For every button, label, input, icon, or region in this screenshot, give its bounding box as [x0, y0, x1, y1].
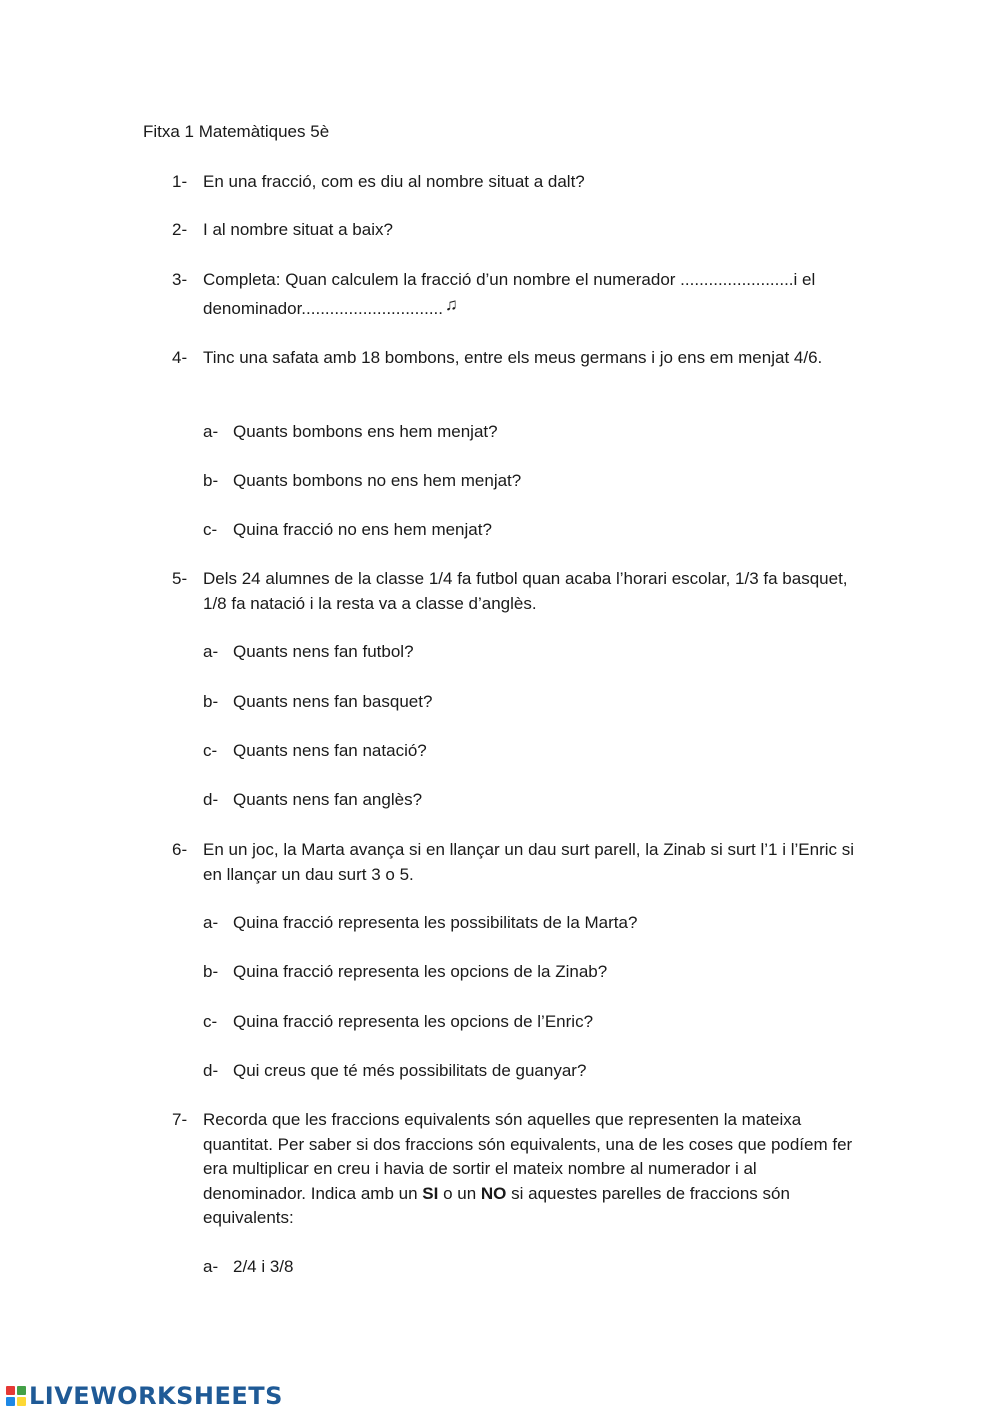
question-number: 3-	[172, 270, 188, 289]
question-text-part: Recorda que les fraccions equivalents són aquelles que representen la mateixa quantitat. Per saber si dos fraccions són equivalents, una de les coses que podíem fer era multiplicar en creu i havia de sortir el mateix nombre al numerador i al denominador. Indica amb un	[203, 1110, 853, 1203]
subquestion-letter: b-	[203, 692, 219, 711]
subquestion-letter: a-	[203, 913, 219, 932]
subquestion-text: Quina fracció representa les opcions de la Zinab?	[233, 962, 608, 981]
subquestion-text: Qui creus que té més possibilitats de guanyar?	[233, 1061, 587, 1080]
subquestion-5b	[203, 690, 853, 714]
question-number: 4-	[172, 348, 188, 367]
subquestion-6a	[203, 911, 853, 935]
liveworksheets-logo	[6, 1381, 283, 1411]
question-text: Dels 24 alumnes de la classe 1/4 fa futbol quan acaba l’horari escolar, 1/3 fa basquet, 1/8 fa natació i la resta va a classe d’anglès.	[203, 569, 848, 613]
question-text-part: o un	[443, 1183, 477, 1203]
question-5	[172, 567, 862, 616]
subquestion-text: Quants nens fan basquet?	[233, 692, 433, 711]
subquestion-letter: c-	[203, 1012, 218, 1031]
subquestion-4c	[203, 518, 853, 542]
si-keyword: SI	[422, 1183, 439, 1203]
question-text	[203, 1108, 862, 1231]
subquestion-5c	[203, 739, 853, 763]
subquestion-letter: a-	[203, 422, 219, 441]
subquestion-6b	[203, 960, 853, 984]
logo-square-green	[17, 1386, 26, 1395]
question-text: Tinc una safata amb 18 bombons, entre els meus germans i jo ens em menjat 4/6.	[203, 348, 823, 367]
question-number: 5-	[172, 569, 188, 588]
question-number: 2-	[172, 220, 188, 239]
question-text: En una fracció, com es diu al nombre situat a dalt?	[203, 172, 585, 191]
subquestion-letter: d-	[203, 1061, 219, 1080]
subquestion-letter: d-	[203, 790, 219, 809]
subquestion-7a	[203, 1255, 853, 1279]
question-text-part: si aquestes parelles de fraccions són equivalents:	[203, 1183, 790, 1227]
subquestion-4a	[203, 420, 853, 444]
question-7	[172, 1108, 862, 1231]
subquestion-5d	[203, 788, 853, 812]
logo-square-yellow	[17, 1397, 26, 1406]
subquestion-letter: c-	[203, 741, 218, 760]
subquestion-6d	[203, 1059, 853, 1083]
question-number: 1-	[172, 172, 188, 191]
subquestion-text: Quants nens fan futbol?	[233, 642, 414, 661]
question-1	[172, 170, 862, 195]
page-title: Fitxa 1 Matemàtiques 5è	[143, 122, 330, 141]
subquestion-text: Quants nens fan anglès?	[233, 790, 423, 809]
music-note-icon: ♫	[445, 294, 458, 314]
subquestion-text: 2/4 i 3/8	[233, 1257, 294, 1276]
subquestion-text: Quina fracció representa les opcions de l’Enric?	[233, 1012, 594, 1031]
logo-square-blue	[6, 1397, 15, 1406]
question-3	[172, 268, 862, 321]
subquestion-letter: a-	[203, 642, 219, 661]
subquestion-letter: b-	[203, 962, 219, 981]
subquestion-text: Quina fracció no ens hem menjat?	[233, 520, 492, 539]
subquestion-text: Quants bombons no ens hem menjat?	[233, 471, 522, 490]
question-text: Completa: Quan calculem la fracció d’un nombre el numerador ........................i el denominador..............................	[203, 270, 816, 318]
question-number: 7-	[172, 1110, 188, 1129]
logo-text: LIVEWORKSHEETS	[29, 1382, 283, 1410]
subquestion-text: Quants bombons ens hem menjat?	[233, 422, 498, 441]
question-2	[172, 218, 862, 243]
subquestion-6c	[203, 1010, 853, 1034]
logo-mark-icon	[6, 1386, 26, 1406]
subquestion-text: Quants nens fan natació?	[233, 741, 427, 760]
question-6	[172, 838, 862, 887]
question-text: I al nombre situat a baix?	[203, 220, 393, 239]
subquestion-letter: a-	[203, 1257, 219, 1276]
question-4	[172, 346, 862, 371]
subquestion-4b	[203, 469, 853, 493]
no-keyword: NO	[480, 1183, 507, 1203]
question-text: En un joc, la Marta avança si en llançar un dau surt parell, la Zinab si surt l’1 i l’Enric si en llançar un dau surt 3 o 5.	[203, 840, 855, 884]
subquestion-5a	[203, 640, 853, 664]
subquestion-letter: c-	[203, 520, 218, 539]
question-text-wrap	[203, 268, 862, 321]
subquestion-text: Quina fracció representa les possibilitats de la Marta?	[233, 913, 638, 932]
question-number: 6-	[172, 840, 188, 859]
logo-square-red	[6, 1386, 15, 1395]
subquestion-letter: b-	[203, 471, 219, 490]
